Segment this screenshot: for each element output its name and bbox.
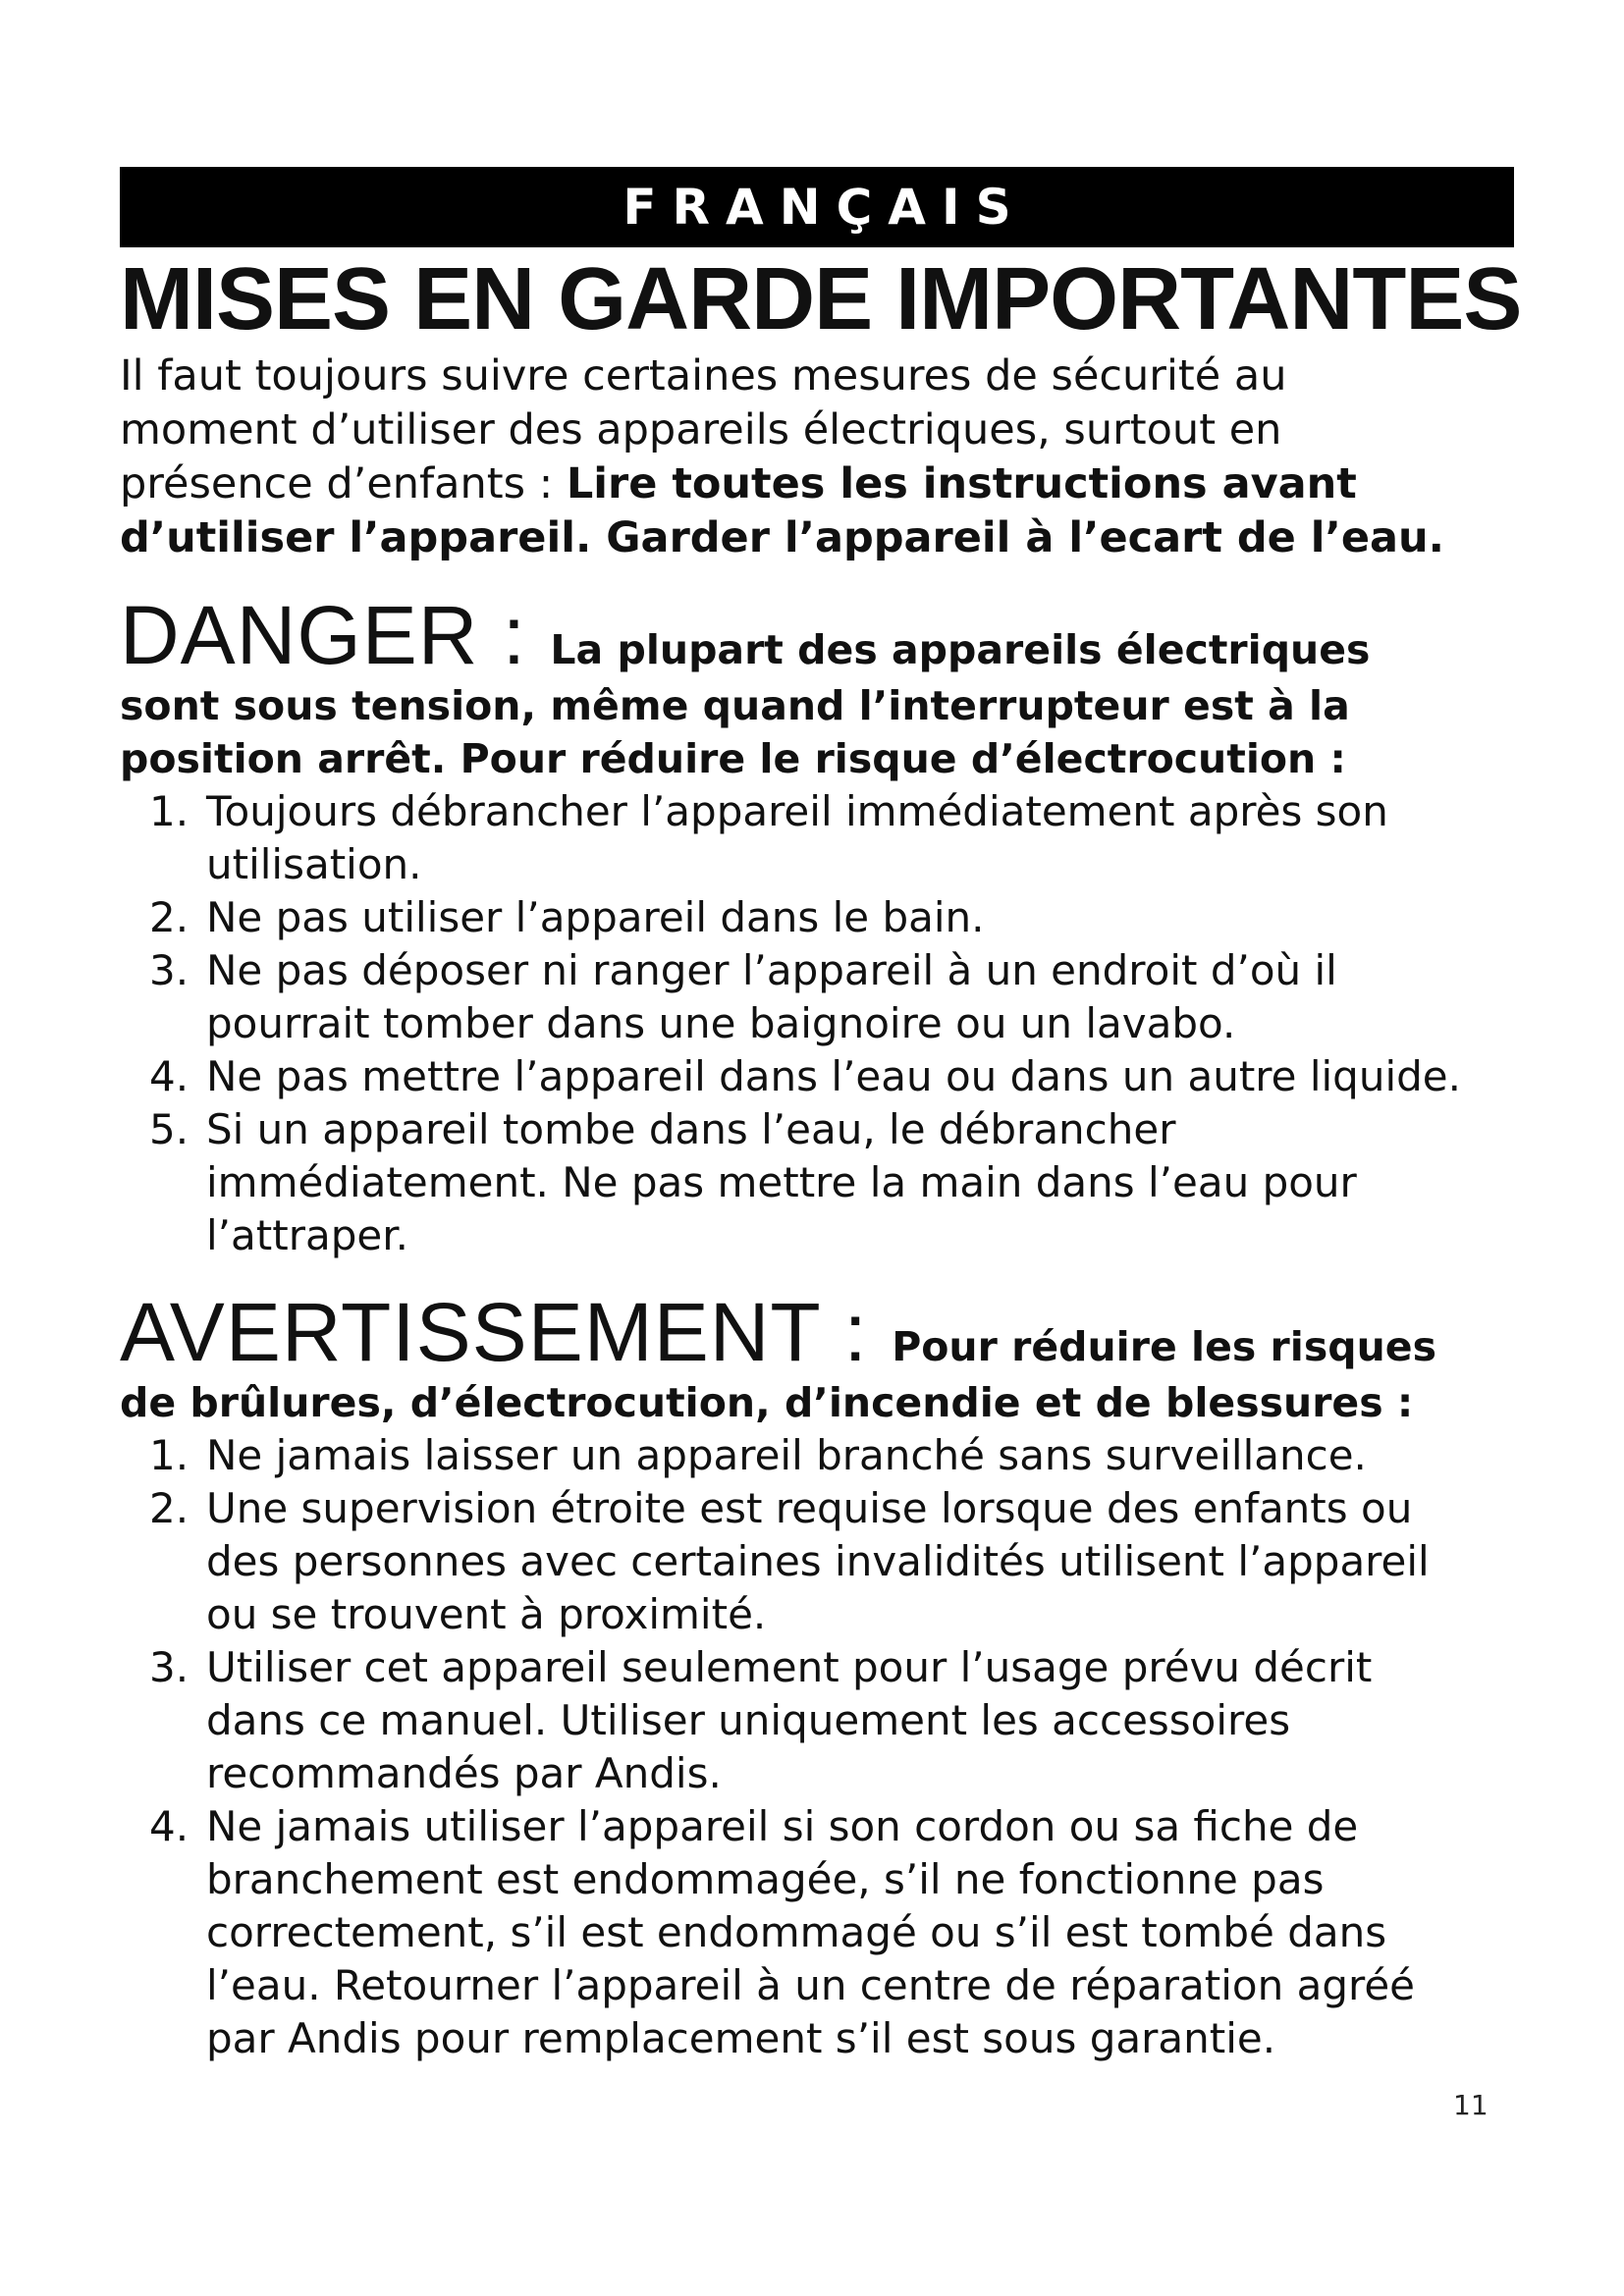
- intro-line: Il faut toujours suivre certaines mesures de sécurité au: [120, 351, 1287, 400]
- list-item: [120, 1641, 1514, 1800]
- list-item: [120, 1103, 1514, 1262]
- list-item-line: Utiliser cet appareil seulement pour l’usage prévu décrit: [206, 1643, 1373, 1691]
- list-item-line: ou se trouvent à proximité.: [206, 1590, 767, 1638]
- list-item-line: Si un appareil tombe dans l’eau, le débrancher: [206, 1105, 1176, 1153]
- list-item-line: pourrait tomber dans une baignoire ou un lavabo.: [206, 999, 1236, 1047]
- intro-text: présence d’enfants :: [120, 459, 567, 508]
- list-item: [120, 785, 1514, 891]
- list-item-line: correctement, s’il est endommagé ou s’il est tombé dans: [206, 1908, 1387, 1956]
- list-item: [120, 891, 1514, 944]
- list-item-line: utilisation.: [206, 840, 422, 888]
- list-item-line: Ne jamais utiliser l’appareil si son cordon ou sa fiche de: [206, 1802, 1359, 1850]
- language-banner: FRANÇAIS: [120, 167, 1514, 247]
- list-item-number: 1.: [149, 787, 189, 835]
- intro-line: moment d’utiliser des appareils électriques, surtout en: [120, 405, 1282, 454]
- warning-label: AVERTISSEMENT :: [120, 1286, 893, 1378]
- danger-lead: La plupart des appareils électriques: [550, 626, 1371, 673]
- list-item-line: l’eau. Retourner l’appareil à un centre de réparation agréé: [206, 1961, 1416, 2009]
- list-item-line: branchement est endommagée, s’il ne fonctionne pas: [206, 1855, 1325, 1903]
- list-item-line: Ne jamais laisser un appareil branché sans surveillance.: [206, 1431, 1367, 1479]
- danger-lead-line: sont sous tension, même quand l’interrupteur est à la: [120, 682, 1350, 729]
- list-item-line: l’attraper.: [206, 1211, 408, 1259]
- intro-line: [120, 511, 1514, 565]
- list-item: [120, 1482, 1514, 1641]
- warning-heading: [120, 1288, 1514, 1376]
- list-item: [120, 944, 1514, 1050]
- danger-label: DANGER :: [120, 589, 551, 681]
- list-item: [120, 1050, 1514, 1103]
- list-item-line: immédiatement. Ne pas mettre la main dans l’eau pour: [206, 1158, 1357, 1206]
- list-item-number: 4.: [149, 1052, 189, 1100]
- intro-line: [120, 457, 1514, 511]
- list-item-line: des personnes avec certaines invalidités utilisent l’appareil: [206, 1537, 1430, 1585]
- warning-list: [120, 1429, 1514, 2065]
- list-item-line: Toujours débrancher l’appareil immédiatement après son: [206, 787, 1388, 835]
- list-item-number: 2.: [149, 893, 189, 941]
- intro-bold-text: d’utiliser l’appareil. Garder l’appareil à l’ecart de l’eau.: [120, 513, 1444, 562]
- list-item-line: Ne pas mettre l’appareil dans l’eau ou dans un autre liquide.: [206, 1052, 1461, 1100]
- danger-lead-line: position arrêt. Pour réduire le risque d’électrocution :: [120, 735, 1346, 782]
- list-item-line: Une supervision étroite est requise lorsque des enfants ou: [206, 1484, 1413, 1532]
- list-item-number: 1.: [149, 1431, 189, 1479]
- warning-lead: Pour réduire les risques: [892, 1323, 1436, 1370]
- list-item-number: 3.: [149, 1643, 189, 1691]
- list-item: [120, 1429, 1514, 1482]
- list-item-line: par Andis pour remplacement s’il est sous garantie.: [206, 2014, 1276, 2062]
- warning-lead-line: de brûlures, d’électrocution, d’incendie et de blessures :: [120, 1379, 1414, 1426]
- intro-paragraph: [120, 349, 1514, 565]
- list-item-line: Ne pas déposer ni ranger l’appareil à un endroit d’où il: [206, 946, 1337, 994]
- list-item-line: Ne pas utiliser l’appareil dans le bain.: [206, 893, 985, 941]
- list-item-line: dans ce manuel. Utiliser uniquement les accessoires: [206, 1696, 1291, 1744]
- list-item-number: 3.: [149, 946, 189, 994]
- document-page: [120, 167, 1522, 2065]
- danger-heading: [120, 591, 1514, 679]
- list-item-number: 4.: [149, 1802, 189, 1850]
- intro-bold-text: Lire toutes les instructions avant: [566, 459, 1357, 508]
- list-item-line: recommandés par Andis.: [206, 1749, 722, 1797]
- danger-list: [120, 785, 1514, 1262]
- list-item-number: 2.: [149, 1484, 189, 1532]
- page-title: MISES EN GARDE IMPORTANTES: [120, 250, 1522, 348]
- list-item: [120, 1800, 1514, 2065]
- page-number: 11: [1453, 2089, 1489, 2121]
- list-item-number: 5.: [149, 1105, 189, 1153]
